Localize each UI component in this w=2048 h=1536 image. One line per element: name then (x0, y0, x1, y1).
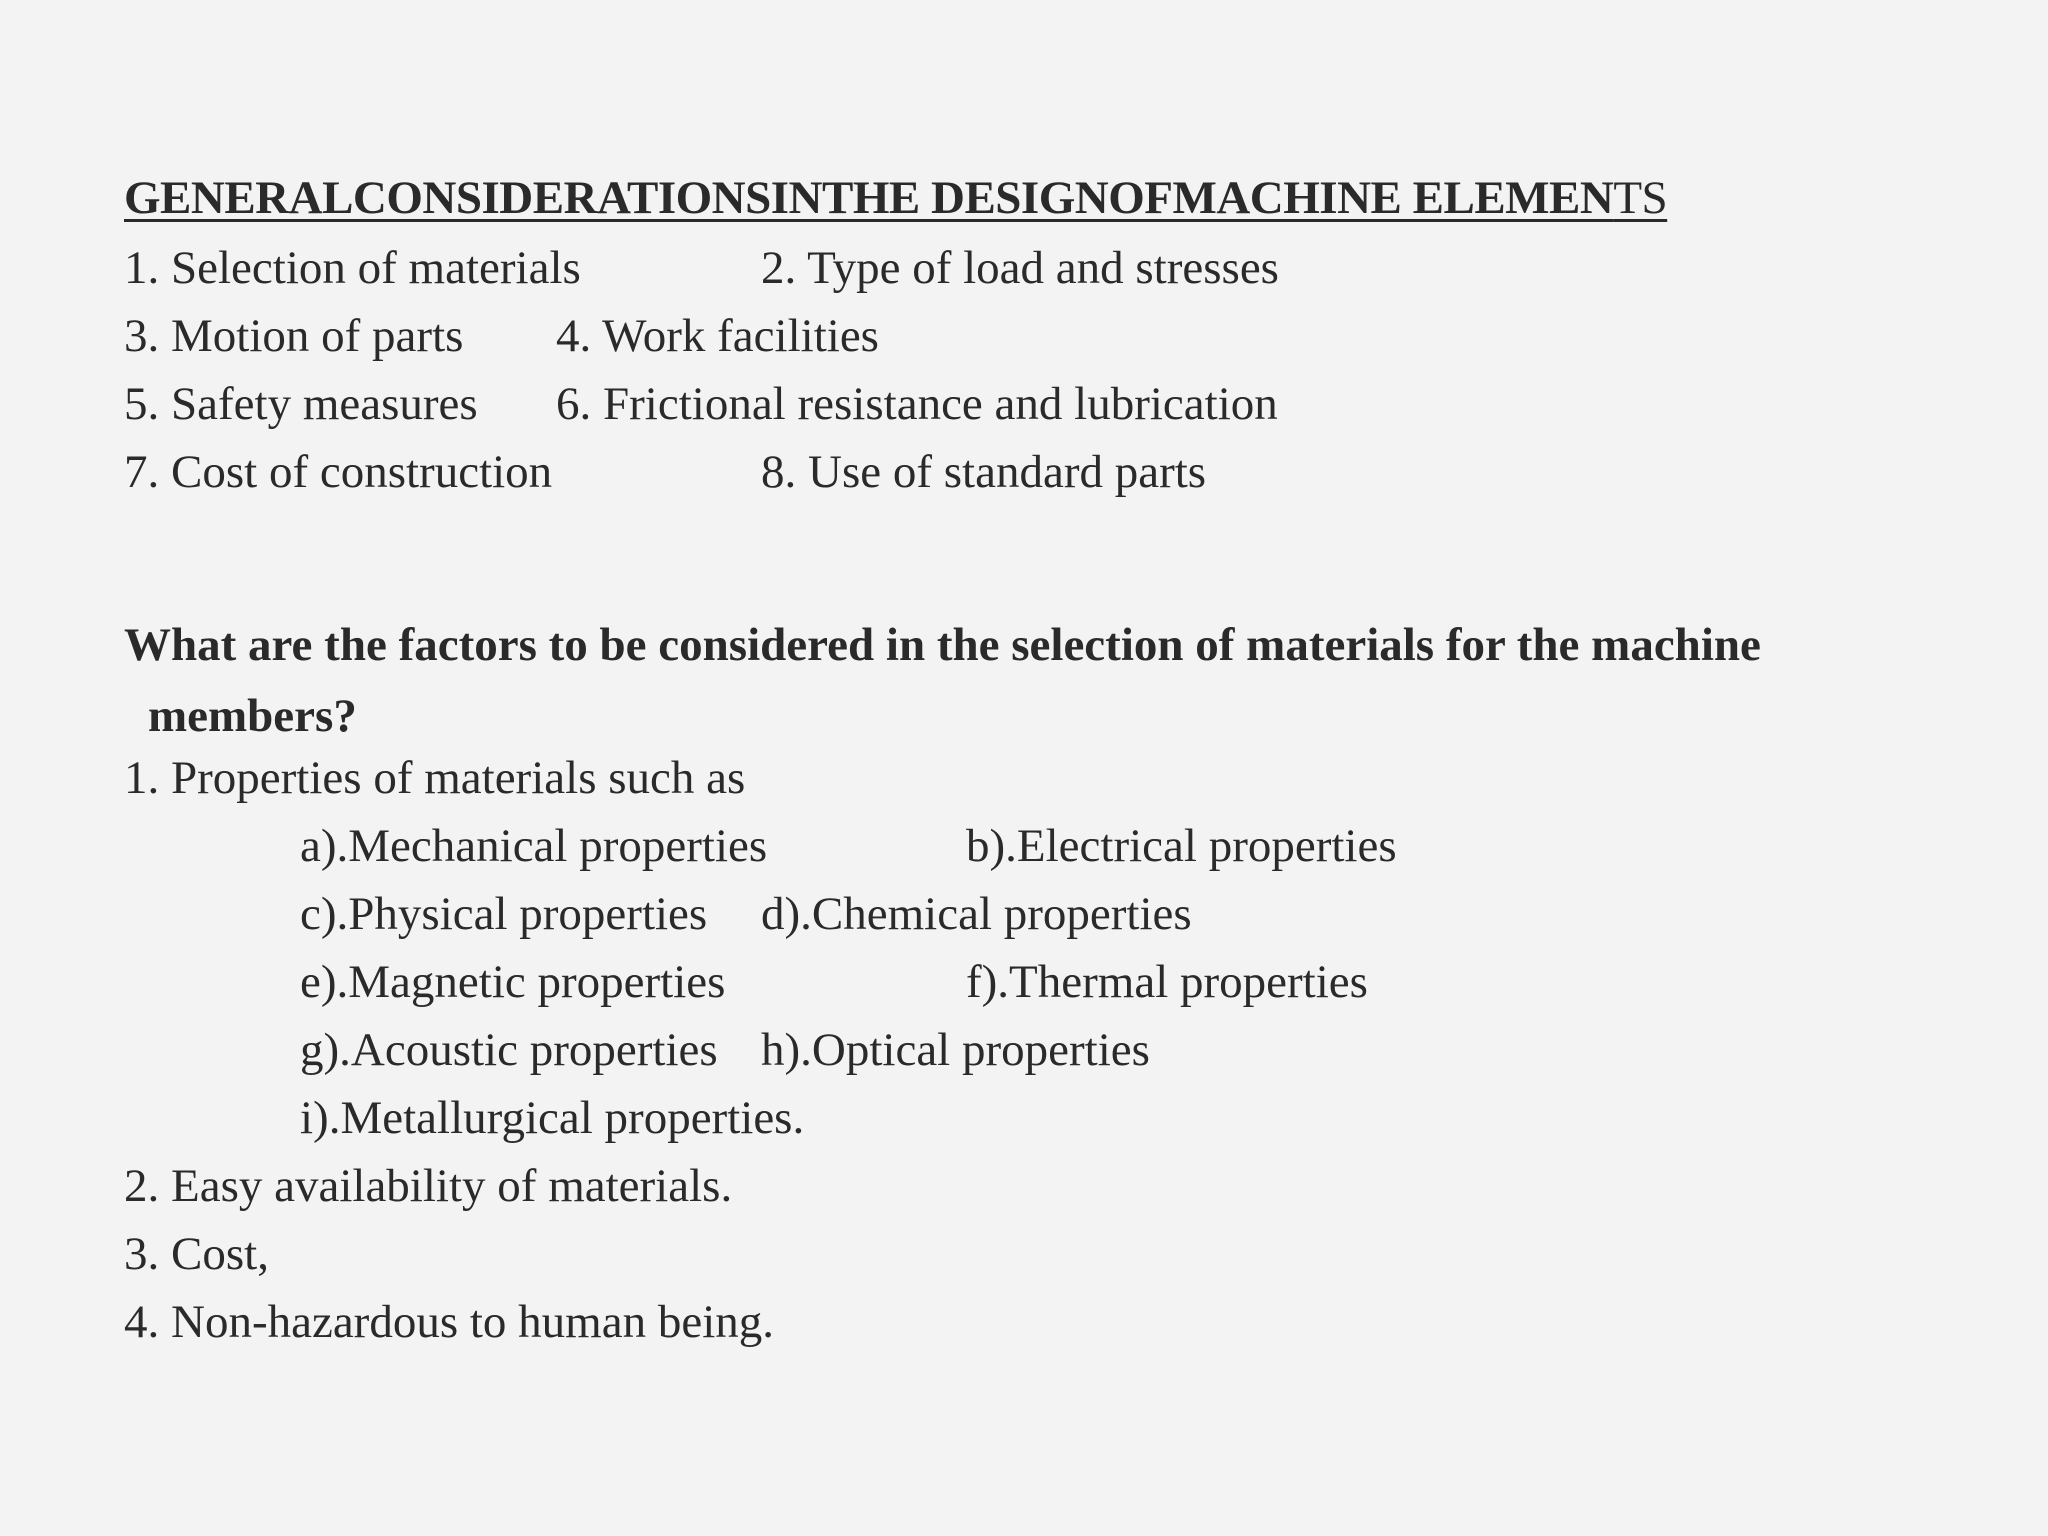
consideration-item: 4. Work facilities (556, 310, 879, 362)
property-item: i).Metallurgical properties. (300, 1092, 805, 1144)
property-item: c).Physical properties (300, 888, 708, 940)
consideration-item: 1. Selection of materials (124, 242, 581, 294)
property-item: e).Magnetic properties (300, 956, 726, 1008)
consideration-item: 3. Motion of parts (124, 310, 464, 362)
consideration-item: 7. Cost of construction (124, 446, 553, 498)
property-item: h).Optical properties (761, 1024, 1150, 1076)
answer-item-1: 1. Properties of materials such as (124, 752, 746, 804)
consideration-item: 6. Frictional resistance and lubrication (556, 378, 1278, 430)
consideration-item: 2. Type of load and stresses (761, 242, 1279, 294)
consideration-item: 5. Safety measures (124, 378, 478, 430)
property-item: b).Electrical properties (966, 820, 1397, 872)
question-line-2: members? (148, 690, 357, 742)
property-item: g).Acoustic properties (300, 1024, 718, 1076)
property-item: f).Thermal properties (966, 956, 1368, 1008)
consideration-item: 8. Use of standard parts (761, 446, 1207, 498)
property-item: a).Mechanical properties (300, 820, 768, 872)
property-item: d).Chemical properties (761, 888, 1192, 940)
answer-item-4: 4. Non-hazardous to human being. (124, 1296, 775, 1348)
heading-text: GENERALCONSIDERATIONSINTHE DESIGNOFMACHINE ELEMEN (124, 172, 1614, 224)
answer-item-2: 2. Easy availability of materials. (124, 1160, 733, 1212)
answer-item-3: 3. Cost, (124, 1228, 269, 1280)
question-line-1: What are the factors to be considered in the selection of materials for the machine (124, 619, 1761, 671)
section-heading (124, 170, 1667, 226)
heading-text-tail: TS (1613, 172, 1668, 224)
